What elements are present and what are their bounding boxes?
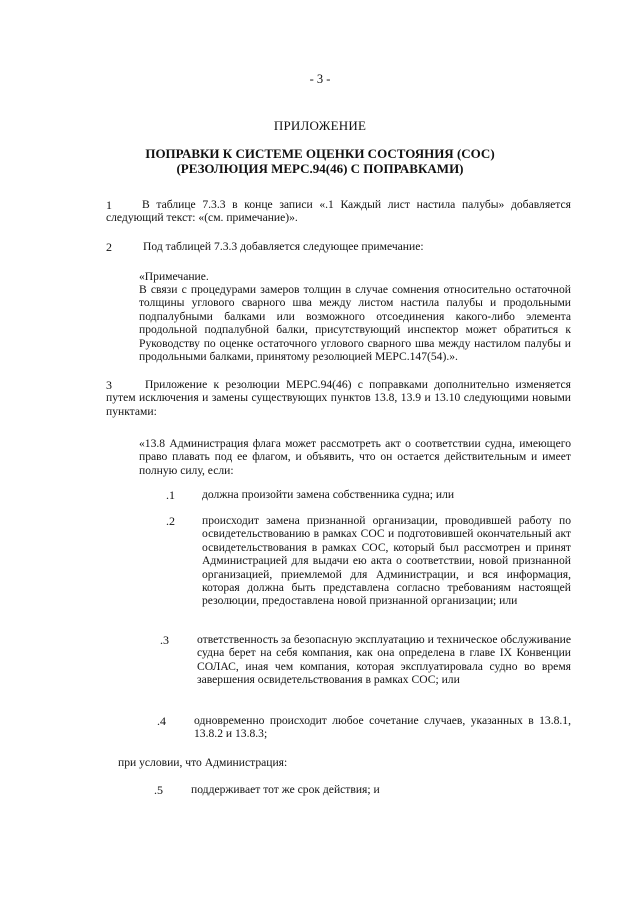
- clause-13-8-text: «13.8 Администрация флага может рассмотреть акт о соответствии судна, имеющего право плавать под ее флагом, и объявить, что он остается действительным и имеет полную силу, если:: [139, 437, 571, 477]
- note-text: В связи с процедурами замеров толщин в случае сомнения относительно остаточной толщины углового сварного шва между листом настила палубы и продольными подпалубными балками или возможного отсоединения какого-либо элемента продольной подпалубной балки, присутствующий инспектор может обратиться к Руководству по оценке остаточного углового сварного шва между настилом палубы и продольными балками, принятому резолюцией МЕРС.147(54).».: [139, 283, 571, 364]
- paragraph-2-number: 2: [106, 240, 112, 254]
- item-4-text: одновременно происходит любое сочетание случаев, указанных в 13.8.1, 13.8.2 и 13.8.3;: [194, 714, 571, 741]
- heading-line-2: (РЕЗОЛЮЦИЯ МЕРС.94(46) С ПОПРАВКАМИ): [176, 161, 464, 176]
- paragraph-2-text: Под таблицей 7.3.3 добавляется следующее примечание:: [143, 240, 424, 253]
- heading-line-1: ПОПРАВКИ К СИСТЕМЕ ОЦЕНКИ СОСТОЯНИЯ (СОС): [145, 146, 495, 161]
- paragraph-3-number: 3: [106, 378, 112, 392]
- paragraph-1-text: В таблице 7.3.3 в конце записи «.1 Каждый лист настила палубы» добавляется следующий текст: «(см. примечание)».: [106, 198, 571, 225]
- appendix-title: ПРИЛОЖЕНИЕ: [273, 118, 367, 133]
- proviso-text: при условии, что Администрация:: [118, 756, 288, 769]
- note-label: «Примечание.: [139, 270, 209, 283]
- item-5-number: .5: [154, 783, 163, 797]
- item-1-text: должна произойти замена собственника судна; или: [202, 488, 455, 501]
- item-2-number: .2: [166, 514, 175, 528]
- item-5-text: поддерживает тот же срок действия; и: [191, 783, 380, 796]
- page-number: - 3 -: [309, 72, 331, 86]
- item-1-number: .1: [166, 488, 175, 502]
- document-heading: [120, 146, 520, 176]
- item-3-number: .3: [160, 633, 169, 647]
- paragraph-3-text: Приложение к резолюции МЕРС.94(46) с поправками дополнительно изменяется путем исключения и замены существующих пунктов 13.8, 13.9 и 13.10 следующими новыми пунктами:: [106, 378, 571, 418]
- item-2-text: происходит замена признанной организации, проводившей работу по освидетельствованию в рамках СОС и подготовившей окончательный акт освидетельствования в рамках СОС, который был рассмотрен и принят Администрацией для выдачи ею акта о соответствии, новой признанной организацией, приемлемой для Администрации, и вся информация, которая должна быть представлена согласно требованиям настоящей резолюции, предоставлена новой признанной организации; или: [202, 514, 571, 608]
- paragraph-1-number: 1: [106, 198, 112, 212]
- item-4-number: .4: [157, 714, 166, 728]
- item-3-text: ответственность за безопасную эксплуатацию и техническое обслуживание судна берет на себя компания, как она определена в главе IX Конвенции СОЛАС, иная чем компания, которая эксплуатировала судно во время завершения освидетельствования в рамках СОС; или: [197, 633, 571, 687]
